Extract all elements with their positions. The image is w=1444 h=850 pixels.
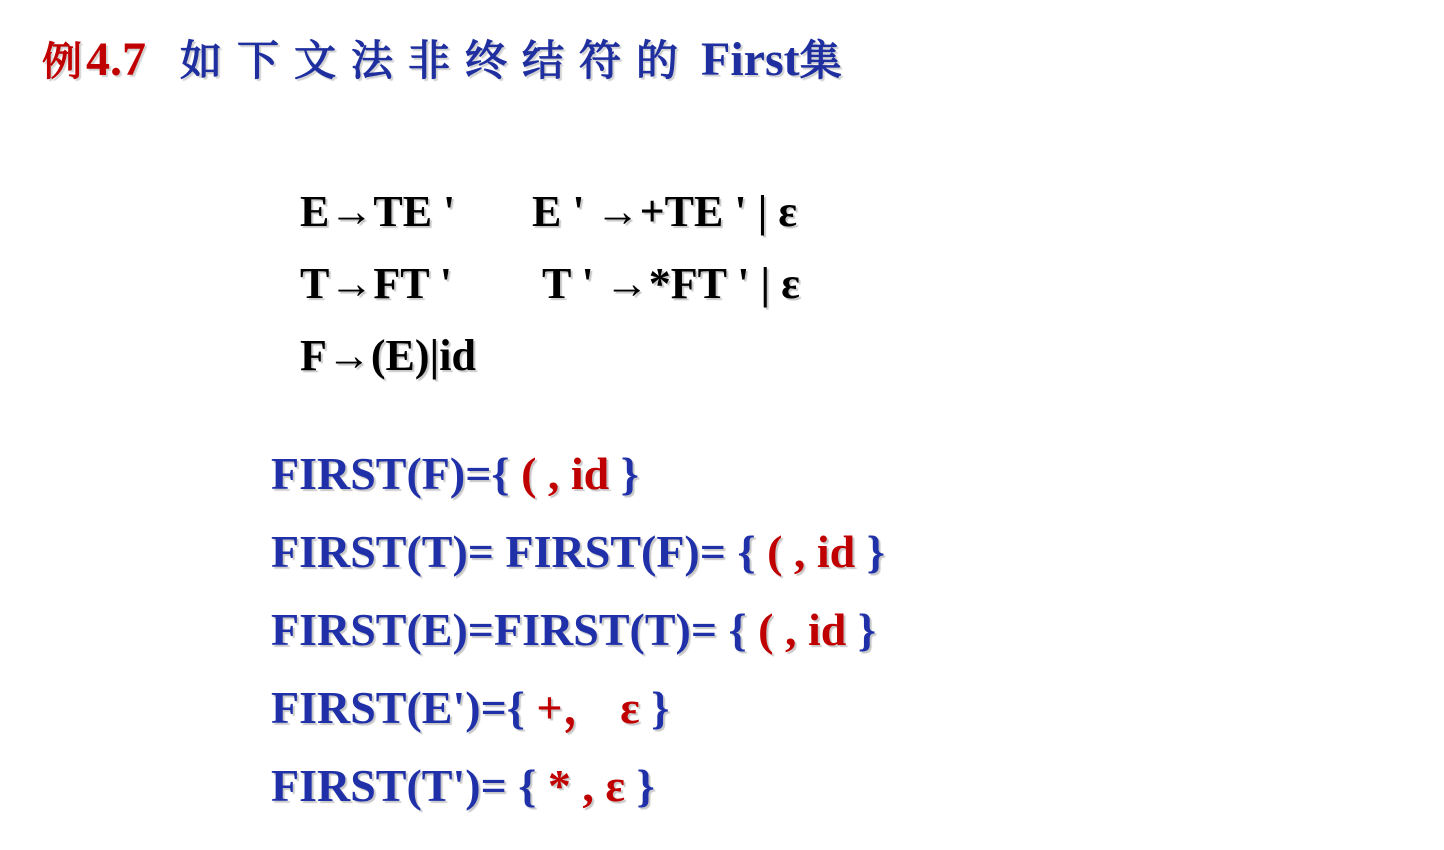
first-set-members: ( , id [767, 526, 867, 577]
first-set-members: ( , id [521, 448, 621, 499]
production-t-prime: T ' →*FT ' | ε [542, 259, 800, 308]
first-set-close: } [636, 760, 655, 811]
slide-title [42, 28, 842, 98]
title-number: 4.7 [86, 33, 146, 86]
production-f: F→(E)|id [300, 331, 476, 380]
production-e: E→TE ' [300, 187, 456, 236]
first-set-members: ( , id [758, 604, 858, 655]
first-set-close: } [620, 448, 639, 499]
production-e-prime: E ' →+TE ' | ε [532, 187, 798, 236]
first-set-lhs: FIRST(E')={ [271, 682, 537, 733]
grammar-productions [300, 180, 920, 396]
first-sets [271, 440, 1031, 830]
grammar-row-f [300, 324, 920, 396]
first-set-f [271, 440, 1031, 518]
first-set-lhs: FIRST(T')= { [271, 760, 548, 811]
first-set-t [271, 518, 1031, 596]
first-set-e-prime [271, 674, 1031, 752]
first-set-close: } [866, 526, 885, 577]
first-set-t-prime [271, 752, 1031, 830]
first-set-close: } [651, 682, 670, 733]
title-suffix: 集 [799, 39, 842, 85]
grammar-row-e [300, 180, 920, 252]
title-text: 如下文法非终结符的 [180, 39, 694, 85]
grammar-row-t [300, 252, 920, 324]
first-set-lhs: FIRST(T)= FIRST(F)= { [271, 526, 768, 577]
production-t: T→FT ' [300, 259, 453, 308]
first-set-lhs: FIRST(F)={ [271, 448, 522, 499]
first-set-lhs: FIRST(E)=FIRST(T)= { [271, 604, 759, 655]
title-first-word: First [701, 33, 800, 86]
title-prefix: 例 [42, 39, 82, 84]
first-set-e [271, 596, 1031, 674]
first-set-close: } [857, 604, 876, 655]
first-set-members: +， ε [536, 682, 652, 733]
first-set-members: * , ε [547, 760, 637, 811]
